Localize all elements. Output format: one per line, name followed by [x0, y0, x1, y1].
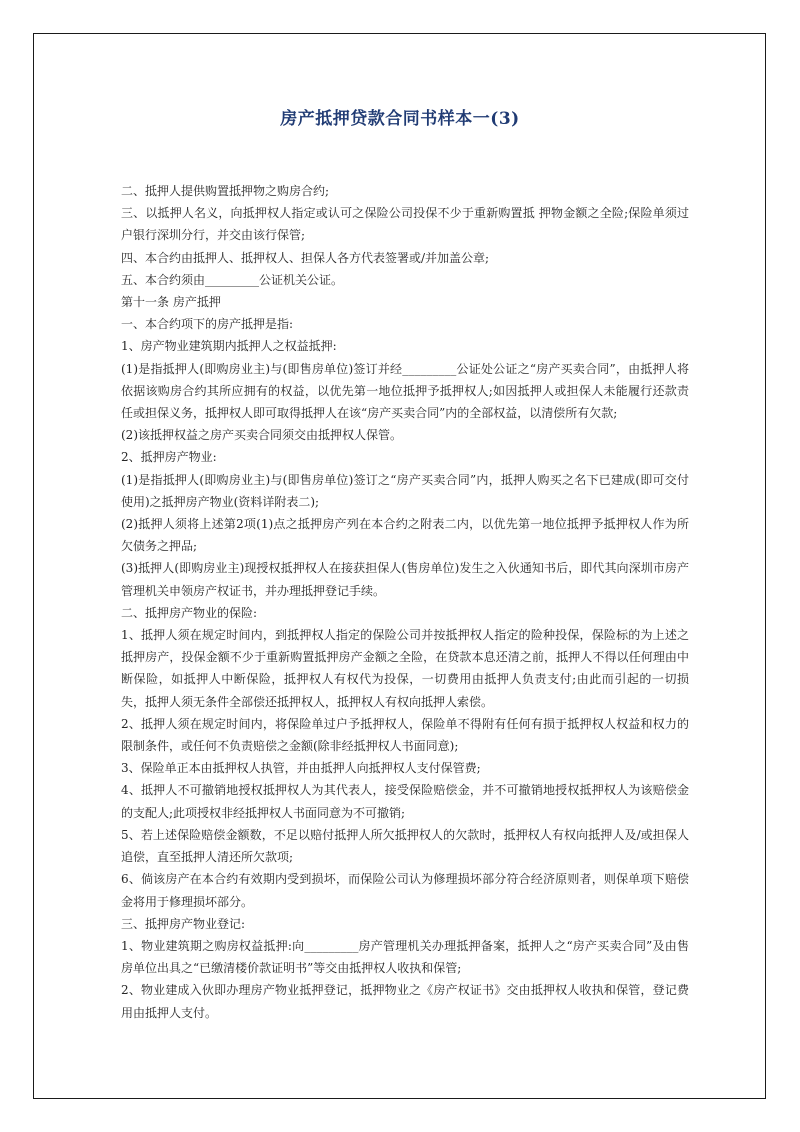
- paragraph: 5、若上述保险赔偿金额数，不足以赔付抵押人所欠抵押权人的欠款时，抵押权人有权向抵押人及/或担保人追偿，直至抵押人清还所欠款项;: [121, 827, 689, 865]
- paragraph: 三、抵押房产物业登记:: [121, 916, 246, 931]
- paragraph: (3)抵押人(即购房业主)现授权抵押权人在接获担保人(售房单位)发生之入伙通知书后，即代其向深圳市房产管理机关申领房产权证书，并办理抵押登记手续。: [121, 561, 689, 598]
- paragraph: 2、抵押房产物业:: [121, 450, 217, 465]
- paragraph: 一、本合约项下的房产抵押是指:: [121, 317, 294, 332]
- paragraph: 1、抵押人须在规定时间内，到抵押权人指定的保险公司并按抵押权人指定的险种投保，保险标的为上述之抵押房产，投保金额不少于重新购置抵押房产金额之全险，在贷款本息还清之前，抵押人不得以任何理由中断保险，如抵押人中断保险，抵押权人有权代为投保，一切费用由抵押人负责支付;由此而引起的一切损失，抵押人须无条件全部偿还抵押权人，抵押权人有权向抵押人索偿。: [121, 628, 689, 709]
- paragraph: 二、抵押人提供购置抵押物之购房合约;: [121, 184, 330, 198]
- document-body: [121, 180, 689, 1024]
- paragraph: 四、本合约由抵押人、抵押权人、担保人各方代表签署或/并加盖公章;: [121, 250, 490, 265]
- paragraph: 3、保险单正本由抵押权人执管，并由抵押人向抵押权人支付保管费;: [121, 761, 481, 776]
- paragraph: 五、本合约须由_________公证机关公证。: [121, 272, 344, 287]
- paragraph: (1)是指抵押人(即购房业主)与(即售房单位)签订之“房产买卖合同”内，抵押人购买之名下已建成(即可交付使用)之抵押房产物业(资料详附表二);: [121, 472, 689, 509]
- paragraph: 2、物业建成入伙即办理房产物业抵押登记，抵押物业之《房产权证书》交由抵押权人收执和保管，登记费用由抵押人支付。: [121, 983, 689, 1020]
- paragraph: 4、抵押人不可撤销地授权抵押权人为其代表人，接受保险赔偿金，并不可撤销地授权抵押权人为该赔偿金的支配人;此项授权非经抵押权人书面同意为不可撤销;: [121, 783, 689, 820]
- paragraph: 二、抵押房产物业的保险:: [121, 605, 258, 620]
- paragraph: 2、抵押人须在规定时间内，将保险单过户予抵押权人，保险单不得附有任何有损于抵押权人权益和权力的限制条件，或任何不负责赔偿之金额(除非经抵押权人书面同意);: [121, 716, 689, 754]
- section-heading: 第十一条 房产抵押: [121, 295, 221, 310]
- paragraph: (2)抵押人须将上述第2项(1)点之抵押房产列在本合约之附表二内，以优先第一地位抵押予抵押权人作为所欠债务之押品;: [121, 517, 689, 554]
- paragraph: 1、物业建筑期之购房权益抵押:向_________房产管理机关办理抵押备案，抵押人之“房产买卖合同”及由售房单位出具之“已缴清楼价款证明书”等交由抵押权人收执和保管;: [121, 938, 689, 976]
- paragraph: (2)该抵押权益之房产买卖合同须交由抵押权人保管。: [121, 428, 403, 443]
- paragraph: (1)是指抵押人(即购房业主)与(即售房单位)签订并经_________公证处公证之“房产买卖合同”，由抵押人将依据该购房合约其所应拥有的权益，以优先第一地位抵押予抵押权人;如因抵押人或担保人未能履行还款责任或担保义务，抵押权人即可取得抵押人在该“房产买卖合同”内的全部权益，以清偿所有欠款;: [121, 361, 689, 421]
- paragraph: 6、倘该房产在本合约有效期内受到损坏，而保险公司认为修理损坏部分符合经济原则者，则保单项下赔偿金将用于修理损坏部分。: [121, 872, 689, 909]
- paragraph: 三、以抵押人名义，向抵押权人指定或认可之保险公司投保不少于重新购置抵 押物金额之全险;保险单须过户银行深圳分行，并交由该行保管;: [121, 206, 689, 243]
- document-title: 房产抵押贷款合同书样本一(3): [280, 109, 520, 129]
- paragraph: 1、房产物业建筑期内抵押人之权益抵押:: [121, 339, 337, 354]
